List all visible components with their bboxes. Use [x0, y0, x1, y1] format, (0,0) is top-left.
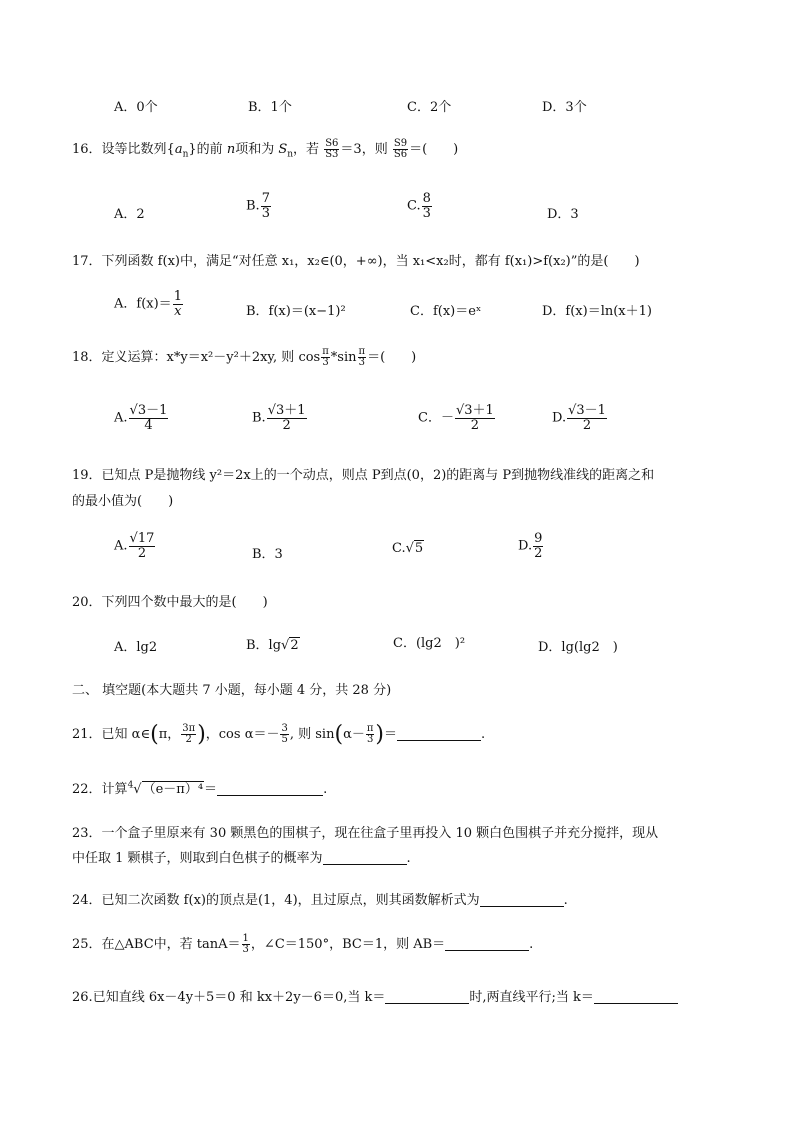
q16-option-c: C. $\frac{8}{3}$ [407, 191, 431, 221]
q15-option-d: D．3个 [542, 100, 587, 115]
q20-option-a: A．lg2 [114, 640, 158, 655]
q16-option-b: B. $\frac{7}{3}$ [246, 191, 270, 221]
question-22: 22．计算$^4$√（e－π）⁴＝ . [72, 780, 328, 797]
q15-option-b: B．1个 [248, 100, 292, 115]
q18-option-a: A. $\frac{√3-1}{4}$ [114, 403, 168, 433]
q19-option-b: B．3 [252, 547, 283, 562]
q16-option-d: D．3 [547, 207, 579, 222]
question-23-line1: 23．一个盒子里原来有 30 颗黑色的围棋子，现在往盒子里再投入 10 颗白色围棋子并充分搅拌，现从 [72, 826, 659, 841]
q17-option-a: A．f(x)＝ $\frac{1}{x}$ [114, 289, 182, 319]
question-26: 26.已知直线 6x－4y＋5＝0 和 kx＋2y－6＝0,当 k＝ 时,两直线平行;当 k＝ [72, 986, 678, 1005]
answer-blank-26-second[interactable] [594, 989, 678, 1004]
q20-option-d: D．lg(lg2 ) [538, 640, 618, 655]
answer-blank-23[interactable] [323, 850, 407, 865]
answer-blank-22[interactable] [217, 781, 323, 796]
q15-option-c: C．2个 [407, 100, 452, 115]
question-24: 24．已知二次函数 f(x)的顶点是(1，4)，且过原点，则其函数解析式为 . [72, 893, 568, 908]
answer-blank-26-parallel[interactable] [385, 989, 469, 1004]
q15-option-a: A．0个 [114, 100, 158, 115]
q19-option-c: C.√5 [392, 541, 424, 556]
q20-option-c: C．(lg2 )² [393, 636, 466, 651]
q17-option-c: C．f(x)＝eˣ [410, 304, 482, 319]
answer-blank-21[interactable] [397, 726, 481, 741]
question-19-line2: 的最小值为( ) [72, 494, 174, 509]
question-18: 18．定义运算：x*y＝x²－y²＋2xy, 则 cos $\frac{\pi}{3}$ *sin $\frac{\pi}{3}$ ＝( ) [72, 345, 417, 368]
fraction-s9-s6: $\frac{S9}{S6}$ [393, 137, 408, 160]
q20-option-b: B．lg√2 [246, 638, 299, 653]
answer-blank-25[interactable] [445, 936, 529, 951]
q17-option-d: D．f(x)＝ln(x＋1) [542, 304, 652, 319]
question-16: 16．设等比数列$\{a_n\}$的前 n项和为 $S_n$，若 $\frac{S6}{S3}$ ＝3，则 $\frac{S9}{S6}$ ＝( ) [72, 137, 459, 160]
question-20: 20．下列四个数中最大的是( ) [72, 595, 268, 610]
question-23-line2: 中任取 1 颗棋子，则取到白色棋子的概率为 . [72, 851, 411, 866]
question-21: 21．已知 α∈(π， $\frac{3\pi}{2}$ )，cos α＝－ $\frac{3}{5}$ , 则 sin(α－ $\frac{\pi}{3}$ )＝ . [72, 722, 486, 747]
question-25: 25．在△ABC中，若 tanA＝ $\frac{1}{3}$ ，∠C＝150°，BC＝1，则 AB＝ . [72, 932, 534, 955]
q17-option-b: B．f(x)＝(x−1)² [246, 304, 346, 319]
question-17: 17．下列函数 f(x)中，满足“对任意 x₁，x₂∈(0，+∞)，当 x₁<x₂时，都有 f(x₁)>f(x₂)”的是( ) [72, 254, 640, 269]
fraction-s6-s3: $\frac{S6}{S3}$ [325, 137, 339, 160]
section-fill-in-title: 二、 填空题(本大题共 7 小题，每小题 4 分，共 28 分) [72, 683, 392, 698]
question-19-line1: 19．已知点 P是抛物线 y²＝2x上的一个动点，则点 P到点(0，2)的距离与 P到抛物线准线的距离之和 [72, 468, 655, 483]
answer-blank-24[interactable] [480, 892, 564, 907]
q18-option-d: D. $\frac{√3-1}{2}$ [552, 403, 606, 433]
q18-option-c: C．－ $\frac{√3+1}{2}$ [418, 403, 494, 433]
q19-option-a: A. $\frac{√17}{2}$ [114, 531, 155, 561]
q18-option-b: B. $\frac{√3+1}{2}$ [252, 403, 306, 433]
q16-option-a: A．2 [114, 207, 145, 222]
q19-option-d: D. $\frac{9}{2}$ [518, 531, 543, 561]
